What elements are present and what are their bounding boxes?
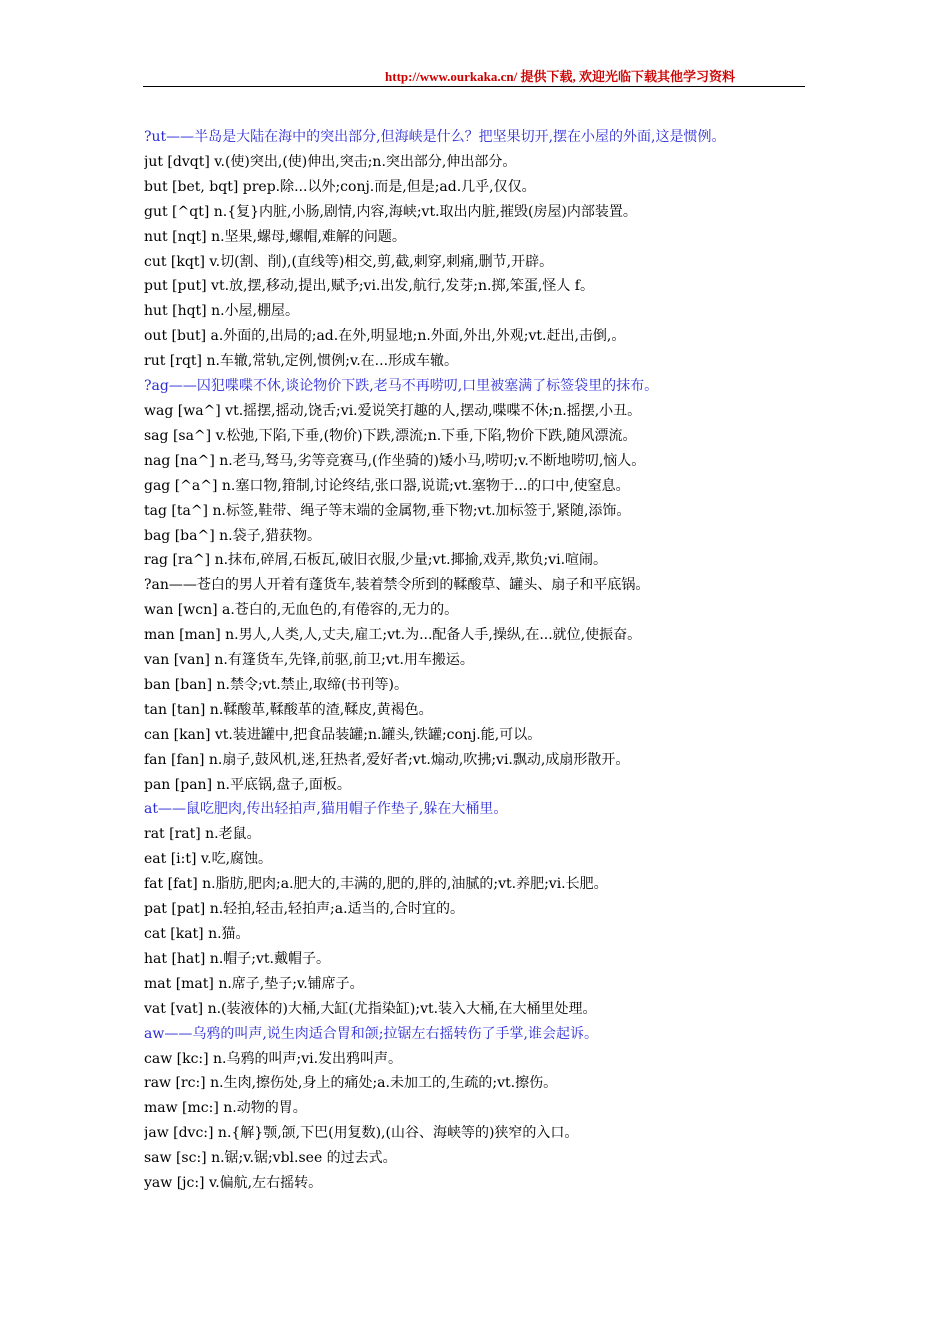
- word-entry: rat [rat] n.老鼠。: [144, 826, 261, 843]
- page-header: [143, 64, 805, 87]
- word-entry: jut [dvqt] v.(使)突出,(使)伸出,突击;n.突出部分,伸出部分。: [144, 153, 517, 170]
- word-entry: rut [rqt] n.车辙,常轨,定例,惯例;v.在...形成车辙。: [144, 353, 459, 370]
- word-entry: nag [na^] n.老马,驽马,劣等竞赛马,(作坐骑的)矮小马,唠叨;v.不断地唠叨,恼人。: [144, 452, 646, 469]
- word-entry: saw [sc:] n.锯;v.锯;vbl.see 的过去式。: [144, 1150, 397, 1167]
- word-entry: put [put] vt.放,摆,移动,提出,赋予;vi.出发,航行,发芽;n.掷,笨蛋,怪人 f。: [144, 278, 594, 295]
- word-entry: bag [ba^] n.袋子,猎获物。: [144, 527, 322, 544]
- word-entry: rag [ra^] n.抹布,碎屑,石板瓦,破旧衣服,少量;vt.揶揄,戏弄,欺负;vi.喧闹。: [144, 552, 608, 569]
- header-download-notice: http://www.ourkaka.cn/ 提供下载, 欢迎光临下载其他学习资料: [385, 69, 735, 84]
- group-mnemonic-heading: ?ag——囚犯喋喋不休,谈论物价下跌,老马不再唠叨,口里被塞满了标签袋里的抹布。: [144, 378, 659, 395]
- word-entry: yaw [jc:] v.偏航,左右摇转。: [144, 1175, 323, 1192]
- word-entry: vat [vat] n.(装液体的)大桶,大缸(尤指染缸);vt.装入大桶,在大桶里处理。: [144, 1000, 597, 1017]
- word-entry: sag [sa^] v.松弛,下陷,下垂,(物价)下跌,漂流;n.下垂,下陷,物价下跌,随风漂流。: [144, 427, 637, 444]
- word-entry: wag [wa^] vt.摇摆,摇动,饶舌;vi.爱说笑打趣的人,摆动,喋喋不休;n.摇摆,小丑。: [144, 402, 642, 419]
- word-entry: van [van] n.有篷货车,先锋,前驱,前卫;vt.用车搬运。: [144, 652, 474, 669]
- group-mnemonic-heading: ?an——苍白的男人开着有蓬货车,装着禁令所到的鞣酸草、罐头、扇子和平底锅。: [144, 577, 650, 594]
- word-entry: eat [i:t] v.吃,腐蚀。: [144, 851, 273, 868]
- word-entry: tag [ta^] n.标签,鞋带、绳子等末端的金属物,垂下物;vt.加标签于,紧随,添饰。: [144, 502, 631, 519]
- word-entry: maw [mc:] n.动物的胃。: [144, 1100, 307, 1117]
- word-entry: man [man] n.男人,人类,人,丈夫,雇工;vt.为...配备人手,操纵,在...就位,使振奋。: [144, 627, 642, 644]
- word-entry: but [bet, bqt] prep.除...以外;conj.而是,但是;ad.几乎,仅仅。: [144, 178, 536, 195]
- word-entry: cut [kqt] v.切(割、削),(直线等)相交,剪,截,刺穿,刺痛,删节,开辟。: [144, 253, 554, 270]
- group-mnemonic-heading: aw——乌鸦的叫声,说生肉适合胃和颌;拉锯左右摇转伤了手掌,谁会起诉。: [144, 1025, 598, 1042]
- word-entry: raw [rc:] n.生肉,擦伤处,身上的痛处;a.未加工的,生疏的;vt.擦伤。: [144, 1075, 558, 1092]
- word-entry: caw [kc:] n.乌鸦的叫声;vi.发出鸦叫声。: [144, 1050, 403, 1067]
- word-entry: cat [kat] n.猫。: [144, 926, 250, 942]
- word-entry: fat [fat] n.脂肪,肥肉;a.肥大的,丰满的,肥的,胖的,油腻的;vt.养肥;vi.长肥。: [144, 876, 608, 893]
- word-entry: pat [pat] n.轻拍,轻击,轻拍声;a.适当的,合时宜的。: [144, 901, 465, 918]
- word-entry: gag [^a^] n.塞口物,箝制,讨论终结,张口器,说谎;vt.塞物于...的口中,使窒息。: [144, 477, 630, 494]
- group-mnemonic-heading: ?ut——半岛是大陆在海中的突出部分,但海峡是什么？把坚果切开,摆在小屋的外面,这是惯例。: [144, 129, 726, 145]
- word-entry: pan [pan] n.平底锅,盘子,面板。: [144, 776, 351, 793]
- word-entry: wan [wcn] a.苍白的,无血色的,有倦容的,无力的。: [144, 602, 459, 619]
- group-mnemonic-heading: at——鼠吃肥肉,传出轻拍声,猫用帽子作垫子,躲在大桶里。: [144, 801, 508, 818]
- word-entry: hat [hat] n.帽子;vt.戴帽子。: [144, 950, 330, 967]
- word-entry: jaw [dvc:] n.{解}颚,颌,下巴(用复数),(山谷、海峡等的)狭窄的入口。: [144, 1125, 579, 1142]
- word-entry: ban [ban] n.禁令;vt.禁止,取缔(书刊等)。: [144, 676, 409, 693]
- word-entry: tan [tan] n.鞣酸革,鞣酸革的渣,鞣皮,黄褐色。: [144, 701, 433, 718]
- word-entry: mat [mat] n.席子,垫子;v.铺席子。: [144, 975, 364, 992]
- word-entry: nut [nqt] n.坚果,螺母,螺帽,难解的问题。: [144, 228, 406, 245]
- word-entry: gut [^qt] n.{复}内脏,小肠,剧情,内容,海峡;vt.取出内脏,摧毁(房屋)内部装置。: [144, 203, 637, 220]
- word-entry: can [kan] vt.装进罐中,把食品装罐;n.罐头,铁罐;conj.能,可以。: [144, 726, 542, 743]
- word-entry: hut [hqt] n.小屋,棚屋。: [144, 303, 300, 320]
- word-entry: out [but] a.外面的,出局的;ad.在外,明显地;n.外面,外出,外观;vt.赶出,击倒,。: [144, 328, 626, 345]
- vocabulary-list: [144, 125, 808, 1196]
- word-entry: fan [fan] n.扇子,鼓风机,迷,狂热者,爱好者;vt.煽动,吹拂;vi.飘动,成扇形散开。: [144, 751, 630, 768]
